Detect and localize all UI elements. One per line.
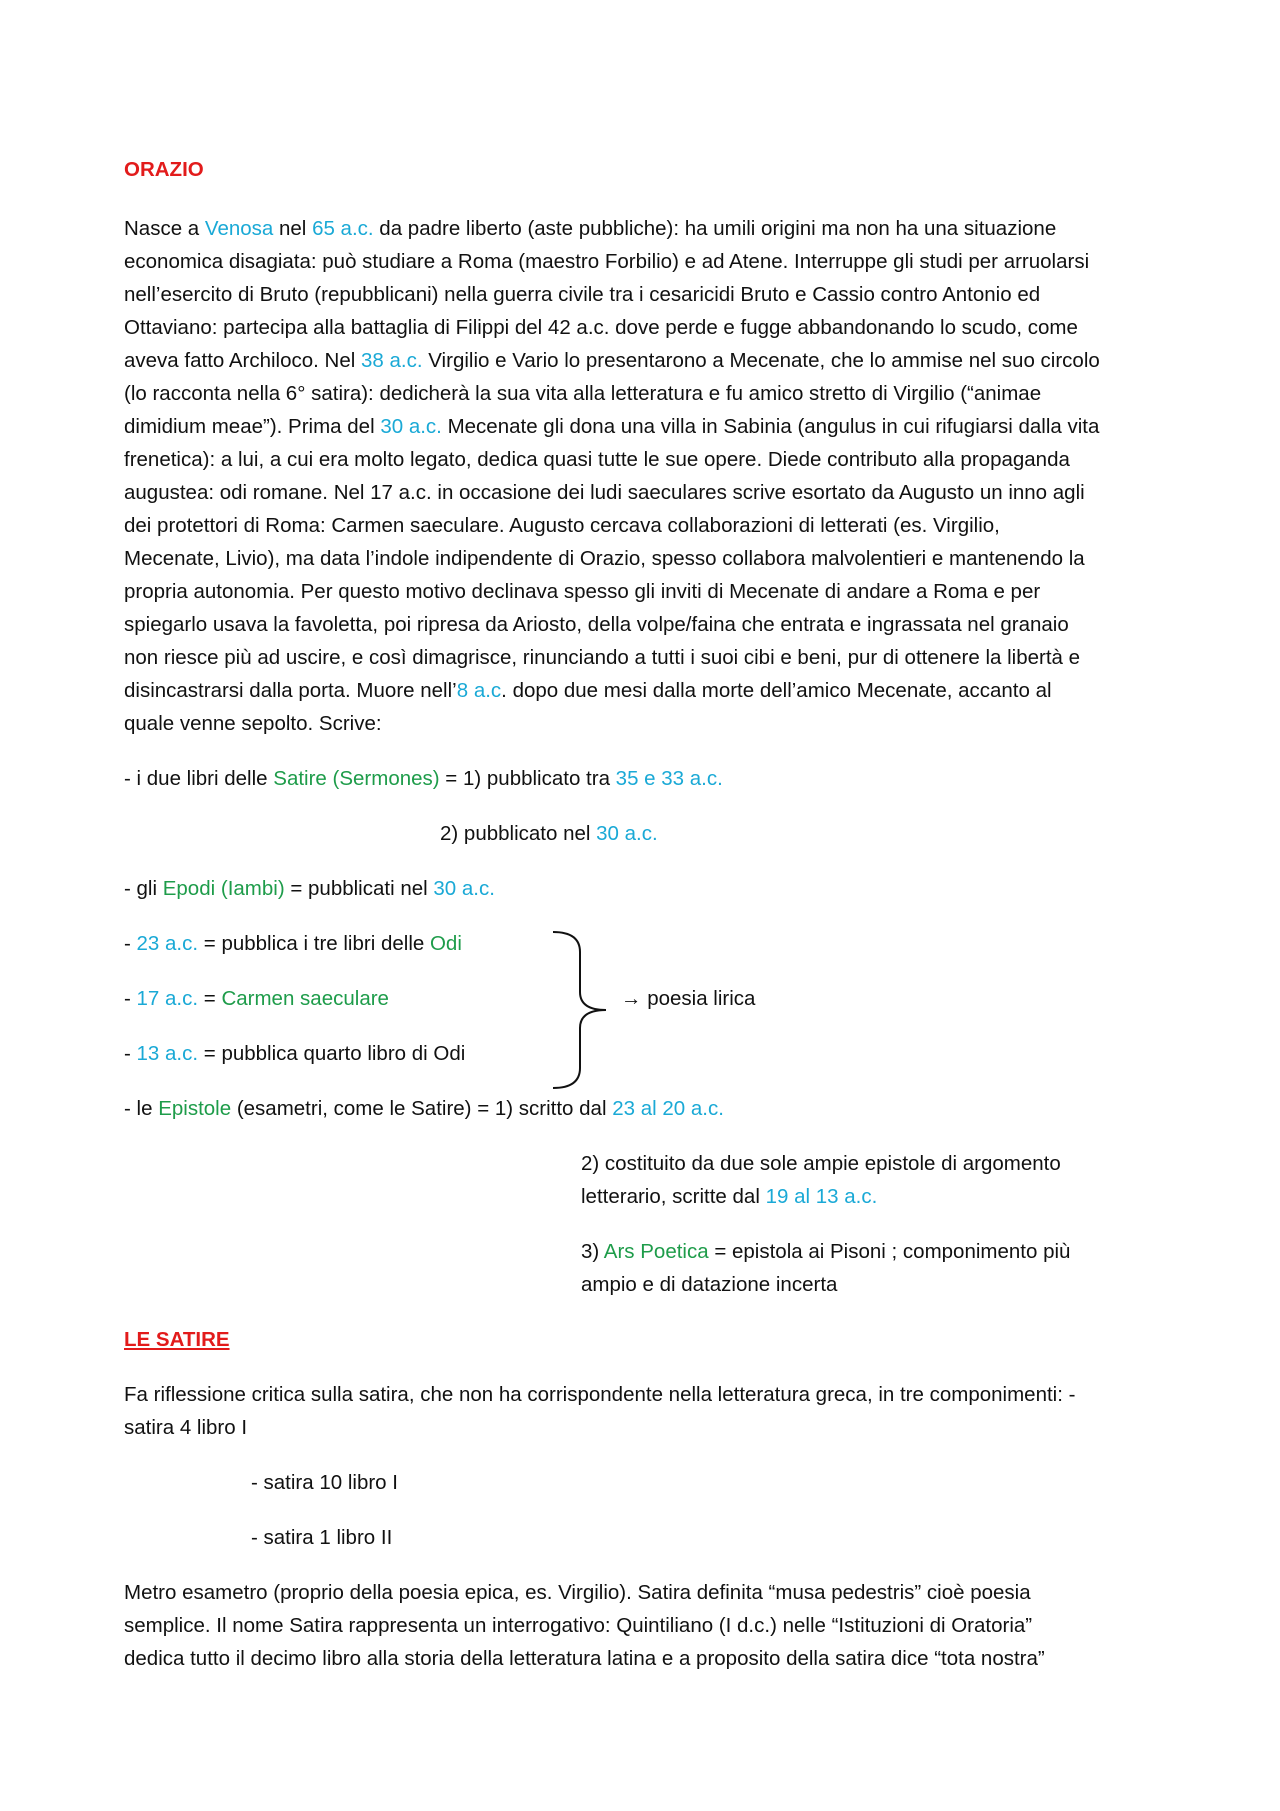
bio-text: nel (273, 217, 313, 240)
bio-line: frenetica): a lui, a cui era molto legato, dedica quasi tutte le sue opere. Diede contributo alla propaganda (124, 448, 1070, 471)
work-title: Epodi (Iambi) (162, 877, 285, 900)
bio-line: quale venne sepolto. Scrive: (124, 712, 382, 735)
bio-line: dei protettori di Roma: Carmen saeculare. Augusto cercava collaborazioni di letterati (es. Virgilio, (124, 514, 1000, 537)
bio-line (124, 679, 1052, 703)
date-highlight: 38 a.c. (361, 349, 423, 372)
bio-line: Mecenate, Livio), ma data l’indole indipendente di Orazio, spesso collabora malvolentieri e mantenendo la (124, 547, 1085, 570)
date-highlight: 13 a.c. (136, 1042, 199, 1065)
work-title: Ars Poetica (603, 1240, 709, 1263)
list-item (581, 1185, 877, 1209)
bio-line: economica disagiata: può studiare a Roma (maestro Forbilio) e ad Atene. Interruppe gli studi per arruolarsi (124, 250, 1090, 273)
section-heading: LE SATIRE (124, 1328, 230, 1351)
list-item: - satira 10 libro I (251, 1471, 398, 1494)
date-highlight: 65 a.c. (312, 217, 374, 240)
paragraph-line: satira 4 libro I (124, 1416, 248, 1439)
curly-brace-icon (548, 930, 618, 1090)
bio-text: disincastrarsi dalla porta. Muore nell’ (124, 679, 457, 702)
item-text: = 1) pubblicato tra (439, 767, 616, 790)
item-text: = pubblica quarto libro di Odi (198, 1042, 466, 1065)
bio-text: . dopo due mesi dalla morte dell’amico Mecenate, accanto al (501, 679, 1052, 702)
list-item (124, 767, 723, 791)
item-text: = (198, 987, 222, 1010)
page-title: ORAZIO (124, 158, 204, 181)
list-item (124, 932, 462, 956)
bio-text: dimidium meae”). Prima del (124, 415, 381, 438)
item-text: - (124, 932, 137, 955)
date-highlight: 23 al 20 a.c. (612, 1097, 724, 1120)
list-item: - satira 1 libro II (251, 1526, 393, 1549)
list-item (581, 1240, 1070, 1264)
bio-line: nell’esercito di Bruto (repubblicani) nella guerra civile tra i cesaricidi Bruto e Cassio contro Antonio ed (124, 283, 1041, 306)
date-highlight: 30 a.c. (380, 415, 442, 438)
list-item (124, 877, 495, 901)
list-item: ampio e di datazione incerta (581, 1273, 838, 1296)
date-highlight: 30 a.c. (433, 877, 495, 900)
list-item (124, 1042, 465, 1066)
item-text: - i due libri delle (124, 767, 274, 790)
date-highlight: 30 a.c. (596, 822, 658, 845)
date-highlight: 17 a.c. (136, 987, 199, 1010)
list-item (124, 1097, 724, 1121)
list-item (440, 822, 658, 846)
bio-text: aveva fatto Archiloco. Nel (124, 349, 362, 372)
item-text: - le (124, 1097, 159, 1120)
paragraph-line: semplice. Il nome Satira rappresenta un interrogativo: Quintiliano (I d.c.) nelle “Istituzioni di Oratoria” (124, 1614, 1033, 1637)
work-title: Odi (429, 932, 462, 955)
list-item: 2) costituito da due sole ampie epistole di argomento (581, 1152, 1061, 1175)
bio-line (124, 349, 1100, 373)
item-text: (esametri, come le Satire) = 1) scritto dal (231, 1097, 613, 1120)
bio-line: augustea: odi romane. Nel 17 a.c. in occasione dei ludi saeculares scrive esortato da Augusto un inno agli (124, 481, 1085, 504)
item-text: = epistola ai Pisoni ; componimento più (708, 1240, 1071, 1263)
item-text: - gli (124, 877, 163, 900)
item-text: - (124, 987, 137, 1010)
bio-text: Virgilio e Vario lo presentarono a Mecenate, che lo ammise nel suo circolo (422, 349, 1100, 372)
bio-line: spiegarlo usava la favoletta, poi ripresa da Ariosto, della volpe/faina che entrata e ingrassata nel granaio (124, 613, 1069, 636)
poesia-lirica-label: → poesia lirica (621, 987, 756, 1010)
bio-text: Nasce a (124, 217, 205, 240)
work-title: Satire (Sermones) (273, 767, 440, 790)
item-text: letterario, scritte dal (581, 1185, 766, 1208)
date-highlight: 8 a.c (456, 679, 502, 702)
bio-line: Ottaviano: partecipa alla battaglia di Filippi del 42 a.c. dove perde e fugge abbandonando lo scudo, come (124, 316, 1078, 339)
date-highlight: 23 a.c. (136, 932, 199, 955)
bio-line: propria autonomia. Per questo motivo declinava spesso gli inviti di Mecenate di andare a Roma e per (124, 580, 1041, 603)
bio-line: (lo racconta nella 6° satira): dedicherà la sua vita alla letteratura e fu amico stretto di Virgilio (“animae (124, 382, 1042, 405)
bio-text: Mecenate gli dona una villa in Sabinia (angulus in cui rifugiarsi dalla vita (441, 415, 1100, 438)
place-highlight: Venosa (204, 217, 274, 240)
item-text: = pubblicati nel (284, 877, 434, 900)
work-title: Carmen saeculare (221, 987, 389, 1010)
item-text: 2) pubblicato nel (440, 822, 597, 845)
date-highlight: 35 e 33 a.c. (615, 767, 723, 790)
list-item (124, 987, 389, 1011)
paragraph-line: dedica tutto il decimo libro alla storia della letteratura latina e a proposito della satira dice “tota nostra” (124, 1647, 1045, 1670)
item-text: 3) (581, 1240, 604, 1263)
paragraph-line: Metro esametro (proprio della poesia epica, es. Virgilio). Satira definita “musa pedestris” cioè poesia (124, 1581, 1031, 1604)
work-title: Epistole (158, 1097, 232, 1120)
item-text: - (124, 1042, 137, 1065)
date-highlight: 19 al 13 a.c. (765, 1185, 878, 1208)
paragraph-line: Fa riflessione critica sulla satira, che non ha corrispondente nella letteratura greca, in tre componimenti: - (124, 1383, 1076, 1406)
bio-line (124, 415, 1099, 439)
bio-text: da padre liberto (aste pubbliche): ha umili origini ma non ha una situazione (373, 217, 1057, 240)
bio-line: non riesce più ad uscire, e così dimagrisce, rinunciando a tutti i suoi cibi e beni, pur di ottenere la libertà e (124, 646, 1081, 669)
item-text: = pubblica i tre libri delle (198, 932, 430, 955)
bio-line (124, 217, 1056, 241)
